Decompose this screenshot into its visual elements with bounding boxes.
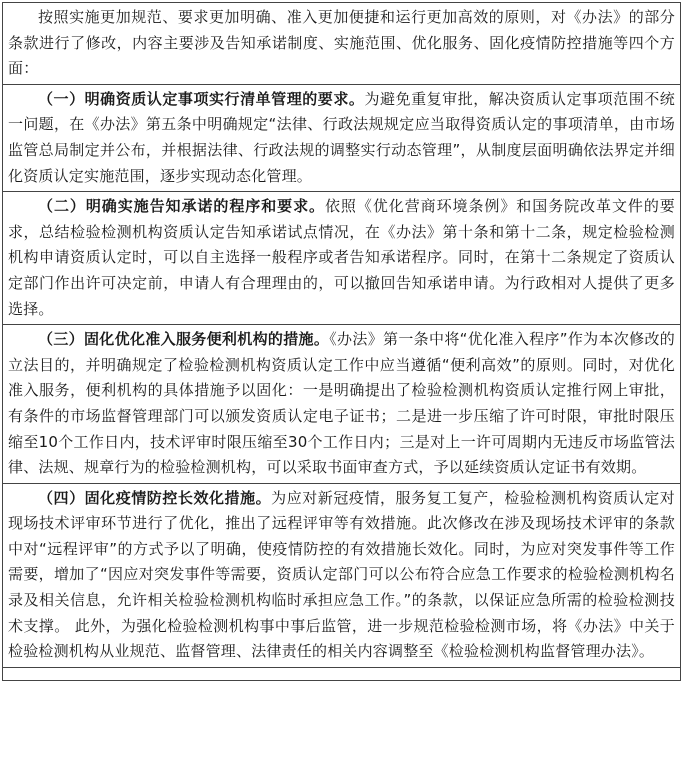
intro-row <box>3 3 681 85</box>
section-body-3: 《办法》第一条中将“优化准入程序”作为本次修改的立法目的，并明确规定了检验检测机构资质认定工作中应当遵循“便利高效”的原则。同时，对优化准入服务，便利机构的具体措施予以固化：一是明确提出了检验检测机构资质认定推行网上审批，有条件的市场监督管理部门可以颁发资质认定电子证书；二是进一步压缩了许可时限，审批时限压缩至10个工作日内，技术评审时限压缩至30个工作日内；三是对上一许可周期内无违反市场监管法律、法规、规章行为的检验检测机构，可以采取书面审查方式，予以延续资质认定证书有效期。 <box>8 330 675 477</box>
section-paragraph-4 <box>3 483 681 667</box>
section-heading-2: （二）明确实施告知承诺的程序和要求。 <box>38 197 325 216</box>
section-paragraph-2 <box>3 192 681 325</box>
section-row-2 <box>3 192 681 325</box>
intro-text: 按照实施更加规范、要求更加明确、准入更加便捷和运行更加高效的原则，对《办法》的部分条款进行了修改，内容主要涉及告知承诺制度、实施范围、优化服务、固化疫情防控措施等四个方面： <box>8 8 675 78</box>
section-paragraph-3 <box>3 325 681 484</box>
section-row-1 <box>3 84 681 191</box>
section-heading-3: （三）固化优化准入服务便利机构的措施。 <box>38 330 330 349</box>
empty-cell <box>3 667 681 680</box>
section-row-3 <box>3 325 681 484</box>
section-body-1: 为避免重复审批，解决资质认定事项范围不统一问题，在《办法》第五条中明确规定“法律、行政法规规定应当取得资质认定的事项清单，由市场监管总局制定并公布，并根据法律、行政法规的调整实行动态管理”，从制度层面明确依法界定并细化资质认定实施范围，逐步实现动态化管理。 <box>8 89 675 185</box>
document-table <box>2 2 681 681</box>
section-row-4 <box>3 483 681 667</box>
empty-row <box>3 667 681 680</box>
section-heading-1: （一）明确资质认定事项实行清单管理的要求。 <box>38 89 365 108</box>
section-body-2: 依照《优化营商环境条例》和国务院改革文件的要求，总结检验检测机构资质认定告知承诺试点情况，在《办法》第十条和第十二条，规定检验检测机构申请资质认定时，可以自主选择一般程序或者告知承诺程序。同时，在第十二条规定了资质认定部门作出许可决定前，申请人有合理理由的，可以撤回告知承诺申请。为行政相对人提供了更多选择。 <box>8 197 675 318</box>
section-body-4: 为应对新冠疫情，服务复工复产，检验检测机构资质认定对现场技术评审环节进行了优化，推出了远程评审等有效措施。此次修改在涉及现场技术评审的条款中对“远程评审”的方式予以了明确，使疫情防控的有效措施长效化。同时，为应对突发事件等工作需要，增加了“因应对突发事件等需要，资质认定部门可以公布符合应急工作要求的检验检测机构名录及相关信息，允许相关检验检测机构临时承担应急工作。”的条款，以保证应急所需的检验检测技术支撑。 此外，为强化检验检测机构事中事后监管，进一步规范检验检测市场，将《办法》中关于检验检测机构从业规范、监督管理、法律责任的相关内容调整至《检验检测机构监督管理办法》。 <box>8 488 675 661</box>
intro-paragraph <box>3 3 681 85</box>
section-heading-4: （四）固化疫情防控长效化措施。 <box>38 488 272 507</box>
section-paragraph-1 <box>3 84 681 191</box>
